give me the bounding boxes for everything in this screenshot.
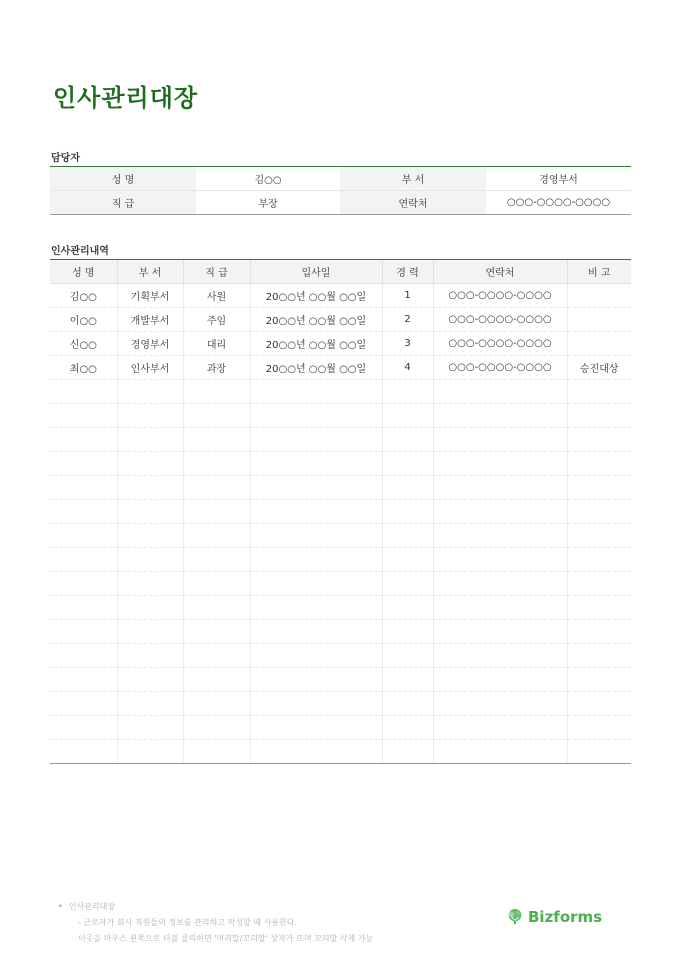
table-cell bbox=[567, 332, 631, 356]
table-cell: 신○○ bbox=[50, 332, 117, 356]
empty-cell bbox=[433, 452, 567, 476]
empty-cell bbox=[250, 716, 382, 740]
empty-cell bbox=[382, 692, 433, 716]
empty-table-row bbox=[50, 500, 631, 524]
empty-table-row bbox=[50, 716, 631, 740]
empty-cell bbox=[50, 740, 117, 764]
empty-cell bbox=[382, 668, 433, 692]
empty-table-row bbox=[50, 476, 631, 500]
manager-value: 경영부서 bbox=[486, 167, 631, 191]
table-row bbox=[50, 332, 631, 356]
bullet-icon: • bbox=[58, 902, 63, 911]
empty-cell bbox=[50, 596, 117, 620]
empty-cell bbox=[50, 452, 117, 476]
empty-cell bbox=[117, 620, 183, 644]
empty-cell bbox=[567, 380, 631, 404]
table-cell: 과장 bbox=[183, 356, 250, 380]
table-cell: 대리 bbox=[183, 332, 250, 356]
empty-cell bbox=[382, 452, 433, 476]
empty-cell bbox=[433, 404, 567, 428]
records-header-row bbox=[50, 260, 631, 284]
empty-cell bbox=[183, 620, 250, 644]
manager-label: 연락처 bbox=[340, 191, 486, 215]
table-row bbox=[50, 356, 631, 380]
empty-cell bbox=[567, 740, 631, 764]
empty-cell bbox=[382, 596, 433, 620]
empty-cell bbox=[433, 524, 567, 548]
footer-note bbox=[58, 899, 373, 947]
records-table bbox=[50, 260, 631, 764]
empty-cell bbox=[433, 740, 567, 764]
empty-cell bbox=[117, 548, 183, 572]
table-cell: 3 bbox=[382, 332, 433, 356]
table-cell: 승진대상 bbox=[567, 356, 631, 380]
empty-cell bbox=[183, 404, 250, 428]
table-cell: 이○○ bbox=[50, 308, 117, 332]
manager-label: 성 명 bbox=[50, 167, 196, 191]
empty-cell bbox=[50, 620, 117, 644]
empty-cell bbox=[50, 668, 117, 692]
empty-cell bbox=[567, 452, 631, 476]
empty-cell bbox=[382, 572, 433, 596]
empty-cell bbox=[117, 572, 183, 596]
column-header: 직 급 bbox=[183, 260, 250, 284]
empty-cell bbox=[50, 428, 117, 452]
empty-cell bbox=[433, 692, 567, 716]
empty-cell bbox=[250, 500, 382, 524]
manager-table bbox=[50, 167, 631, 215]
manager-value: 부장 bbox=[196, 191, 340, 215]
empty-cell bbox=[117, 476, 183, 500]
empty-table-row bbox=[50, 740, 631, 764]
empty-cell bbox=[567, 500, 631, 524]
empty-cell bbox=[382, 740, 433, 764]
empty-cell bbox=[50, 572, 117, 596]
empty-cell bbox=[183, 452, 250, 476]
bizforms-logo bbox=[506, 908, 602, 926]
table-row bbox=[50, 284, 631, 308]
empty-cell bbox=[433, 476, 567, 500]
empty-cell bbox=[250, 404, 382, 428]
empty-cell bbox=[567, 572, 631, 596]
empty-table-row bbox=[50, 596, 631, 620]
footer-line-1 bbox=[58, 899, 373, 915]
empty-cell bbox=[117, 380, 183, 404]
empty-cell bbox=[117, 452, 183, 476]
empty-cell bbox=[50, 404, 117, 428]
empty-cell bbox=[382, 476, 433, 500]
empty-table-row bbox=[50, 452, 631, 476]
empty-cell bbox=[567, 644, 631, 668]
empty-table-row bbox=[50, 572, 631, 596]
empty-cell bbox=[250, 548, 382, 572]
empty-cell bbox=[50, 500, 117, 524]
empty-cell bbox=[250, 428, 382, 452]
empty-cell bbox=[567, 596, 631, 620]
empty-cell bbox=[250, 596, 382, 620]
empty-cell bbox=[50, 380, 117, 404]
empty-cell bbox=[117, 644, 183, 668]
empty-cell bbox=[50, 524, 117, 548]
column-header: 경 력 bbox=[382, 260, 433, 284]
table-cell: 2 bbox=[382, 308, 433, 332]
empty-cell bbox=[117, 524, 183, 548]
empty-cell bbox=[433, 428, 567, 452]
empty-cell bbox=[567, 428, 631, 452]
empty-cell bbox=[50, 716, 117, 740]
empty-cell bbox=[382, 524, 433, 548]
empty-cell bbox=[117, 500, 183, 524]
table-cell: 인사부서 bbox=[117, 356, 183, 380]
empty-cell bbox=[183, 644, 250, 668]
table-cell: 1 bbox=[382, 284, 433, 308]
empty-cell bbox=[183, 668, 250, 692]
empty-cell bbox=[433, 380, 567, 404]
table-cell: 최○○ bbox=[50, 356, 117, 380]
table-cell: 개발부서 bbox=[117, 308, 183, 332]
empty-cell bbox=[433, 500, 567, 524]
empty-cell bbox=[250, 644, 382, 668]
empty-table-row bbox=[50, 620, 631, 644]
empty-cell bbox=[250, 620, 382, 644]
empty-cell bbox=[50, 476, 117, 500]
table-cell: 20○○년 ○○월 ○○일 bbox=[250, 284, 382, 308]
empty-cell bbox=[183, 740, 250, 764]
empty-cell bbox=[382, 716, 433, 740]
empty-cell bbox=[250, 380, 382, 404]
empty-cell bbox=[567, 620, 631, 644]
empty-table-row bbox=[50, 692, 631, 716]
table-cell: ○○○-○○○○-○○○○ bbox=[433, 308, 567, 332]
empty-cell bbox=[433, 620, 567, 644]
column-header: 연락처 bbox=[433, 260, 567, 284]
empty-cell bbox=[567, 716, 631, 740]
empty-cell bbox=[250, 452, 382, 476]
empty-cell bbox=[250, 524, 382, 548]
empty-table-row bbox=[50, 428, 631, 452]
table-cell: ○○○-○○○○-○○○○ bbox=[433, 356, 567, 380]
empty-cell bbox=[183, 548, 250, 572]
empty-cell bbox=[567, 692, 631, 716]
empty-cell bbox=[183, 692, 250, 716]
empty-cell bbox=[567, 476, 631, 500]
empty-cell bbox=[567, 548, 631, 572]
empty-cell bbox=[183, 524, 250, 548]
empty-cell bbox=[382, 500, 433, 524]
manager-label: 직 급 bbox=[50, 191, 196, 215]
empty-cell bbox=[50, 692, 117, 716]
empty-cell bbox=[433, 668, 567, 692]
empty-cell bbox=[567, 524, 631, 548]
table-row bbox=[50, 308, 631, 332]
empty-cell bbox=[382, 380, 433, 404]
empty-cell bbox=[117, 692, 183, 716]
empty-cell bbox=[183, 500, 250, 524]
empty-cell bbox=[433, 572, 567, 596]
table-cell bbox=[567, 308, 631, 332]
column-header: 입사일 bbox=[250, 260, 382, 284]
empty-cell bbox=[250, 668, 382, 692]
empty-cell bbox=[250, 692, 382, 716]
table-cell: 사원 bbox=[183, 284, 250, 308]
page-title: 인사관리대장 bbox=[53, 84, 199, 112]
empty-cell bbox=[183, 572, 250, 596]
manager-label: 부 서 bbox=[340, 167, 486, 191]
empty-table-row bbox=[50, 380, 631, 404]
empty-cell bbox=[183, 596, 250, 620]
table-cell: ○○○-○○○○-○○○○ bbox=[433, 332, 567, 356]
column-header: 비 고 bbox=[567, 260, 631, 284]
empty-cell bbox=[382, 404, 433, 428]
table-cell: 20○○년 ○○월 ○○일 bbox=[250, 356, 382, 380]
empty-cell bbox=[183, 428, 250, 452]
empty-cell bbox=[433, 548, 567, 572]
empty-cell bbox=[382, 620, 433, 644]
empty-table-row bbox=[50, 668, 631, 692]
tree-logo-icon bbox=[506, 908, 524, 926]
column-header: 성 명 bbox=[50, 260, 117, 284]
manager-section-label: 담당자 bbox=[51, 153, 80, 164]
empty-cell bbox=[183, 476, 250, 500]
table-cell: 주임 bbox=[183, 308, 250, 332]
empty-cell bbox=[250, 572, 382, 596]
table-cell: 20○○년 ○○월 ○○일 bbox=[250, 332, 382, 356]
table-cell: 기획부서 bbox=[117, 284, 183, 308]
empty-cell bbox=[567, 668, 631, 692]
table-cell: 경영부서 bbox=[117, 332, 183, 356]
empty-cell bbox=[117, 668, 183, 692]
empty-cell bbox=[117, 740, 183, 764]
empty-cell bbox=[433, 716, 567, 740]
manager-row bbox=[50, 191, 631, 215]
empty-cell bbox=[183, 380, 250, 404]
footer-line-3: 이곳을 마우스 왼쪽으로 더블 클릭하면 '머리말/꼬리말' 상자가 뜨며 꼬리말 삭제 가능 bbox=[78, 934, 374, 943]
table-cell: 김○○ bbox=[50, 284, 117, 308]
empty-table-row bbox=[50, 524, 631, 548]
empty-cell bbox=[250, 476, 382, 500]
empty-cell bbox=[433, 644, 567, 668]
footer-title: 인사관리대장 bbox=[68, 902, 116, 911]
empty-cell bbox=[382, 428, 433, 452]
empty-cell bbox=[183, 716, 250, 740]
table-cell: 20○○년 ○○월 ○○일 bbox=[250, 308, 382, 332]
empty-cell bbox=[117, 596, 183, 620]
manager-value: ○○○-○○○○-○○○○ bbox=[486, 191, 631, 215]
empty-cell bbox=[50, 644, 117, 668]
empty-cell bbox=[117, 716, 183, 740]
empty-table-row bbox=[50, 404, 631, 428]
table-cell: 4 bbox=[382, 356, 433, 380]
empty-cell bbox=[382, 548, 433, 572]
table-cell bbox=[567, 284, 631, 308]
column-header: 부 서 bbox=[117, 260, 183, 284]
manager-row bbox=[50, 167, 631, 191]
empty-cell bbox=[50, 548, 117, 572]
empty-cell bbox=[117, 404, 183, 428]
records-section-label: 인사관리내역 bbox=[51, 246, 109, 257]
empty-cell bbox=[117, 428, 183, 452]
logo-text: Bizforms bbox=[528, 908, 603, 926]
empty-cell bbox=[250, 740, 382, 764]
empty-cell bbox=[433, 596, 567, 620]
empty-table-row bbox=[50, 644, 631, 668]
empty-cell bbox=[567, 404, 631, 428]
footer-line-2: - 근로자가 회사 직원들의 정보를 관리하고 작성할 때 사용한다. bbox=[78, 918, 297, 927]
table-cell: ○○○-○○○○-○○○○ bbox=[433, 284, 567, 308]
empty-table-row bbox=[50, 548, 631, 572]
empty-cell bbox=[382, 644, 433, 668]
manager-value: 김○○ bbox=[196, 167, 340, 191]
